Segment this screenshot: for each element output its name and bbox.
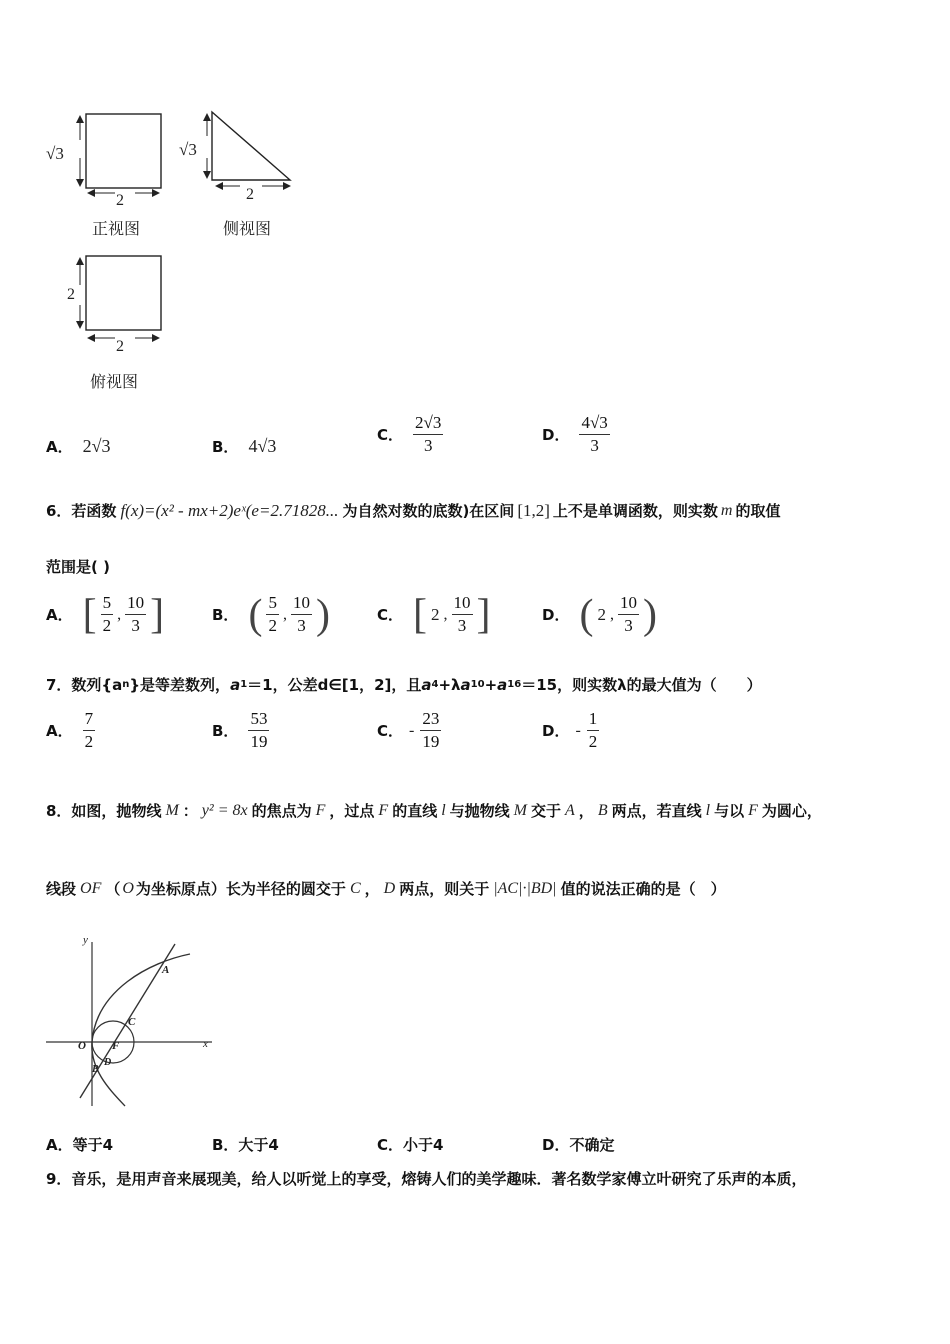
- parabola-curve: [92, 954, 190, 1106]
- fig-label-D: D: [104, 1057, 112, 1068]
- q5-option-a[interactable]: [46, 436, 111, 457]
- q7-option-a[interactable]: A． $\frac{7}{2}$: [46, 709, 94, 751]
- q5-option-c[interactable]: [377, 412, 443, 457]
- q8-stem-line1: 8．如图，抛物线 M ： y² = 8x 的焦点为 F ，过点 F 的直线 l 与抛物线 M 交于 A ， B 两点，若直线 l 与以 F 为圆心，: [46, 801, 822, 820]
- q7-option-c[interactable]: C． - $\frac{23}{19}$: [377, 709, 440, 751]
- q8-option-c[interactable]: C．小于4: [377, 1136, 444, 1154]
- q6-mid: 为自然对数的底数)在区间: [342, 502, 515, 520]
- q6-end: 的取值: [735, 502, 781, 520]
- q6-option-b[interactable]: B． ( $\frac{5}{2}$ , $\frac{10}{3}$ ): [212, 591, 330, 638]
- option-label: D．: [542, 606, 570, 624]
- front-view-square: [86, 114, 161, 188]
- fig-label-B: B: [92, 1064, 99, 1075]
- option-label: A．: [46, 606, 73, 624]
- q6-var: m: [720, 501, 733, 519]
- top-view-caption: 俯视图: [90, 372, 139, 391]
- q6-option-d[interactable]: D． ( 2 , $\frac{10}{3}$ ): [542, 591, 657, 638]
- option-label: C．: [377, 606, 404, 624]
- option-fraction: $\frac{4√3}{3}$: [581, 413, 608, 455]
- fig-label-A: A: [162, 964, 170, 976]
- option-value: 4√3: [248, 436, 277, 456]
- q6-tail: 上不是单调函数，则实数: [552, 502, 718, 520]
- front-width-label: 2: [116, 192, 124, 209]
- option-label: A．: [46, 438, 73, 456]
- top-height-label: 2: [67, 286, 75, 303]
- q8-option-b[interactable]: B．大于4: [212, 1136, 279, 1154]
- q6-stem-line2: 范围是( ): [46, 558, 110, 576]
- q8-option-d[interactable]: D．不确定: [542, 1136, 615, 1154]
- q6-option-a[interactable]: A． [ $\frac{5}{2}$ , $\frac{10}{3}$ ]: [46, 591, 165, 638]
- q5-option-b[interactable]: [212, 436, 276, 457]
- side-width-label: 2: [246, 186, 254, 203]
- fig-label-y: y: [83, 934, 88, 946]
- side-view-caption: 侧视图: [223, 219, 272, 238]
- front-view-caption: 正视图: [92, 219, 141, 238]
- option-label: A．: [46, 722, 73, 740]
- fig-label-O: O: [78, 1040, 86, 1052]
- q6-option-c[interactable]: C． [ 2 , $\frac{10}{3}$ ]: [377, 591, 491, 638]
- option-label: D．: [542, 426, 570, 444]
- q6-formula: f(x)=(x² - mx+2)eˣ(e=2.71828...: [120, 500, 339, 520]
- side-height-label: √3: [179, 140, 197, 159]
- option-label: B．: [212, 606, 239, 624]
- side-view-triangle: [212, 112, 290, 180]
- option-fraction: $\frac{2√3}{3}$: [415, 413, 442, 455]
- top-view-square: [86, 256, 161, 330]
- three-view-figure: [40, 100, 320, 400]
- q7-option-d[interactable]: D． - $\frac{1}{2}$: [542, 709, 598, 751]
- q7-stem: 7．数列{a n }是等差数列， a 1 ＝1，公差d∈[1，2]，且 a 4 +λ a 10 + a 16 ＝15，则实数λ的最大值为（ ）: [46, 675, 762, 694]
- q8-option-a[interactable]: A．等于4: [46, 1136, 114, 1154]
- option-label: B．: [212, 722, 239, 740]
- q7-option-b[interactable]: B． $\frac{53}{19}$: [212, 709, 268, 751]
- top-width-label: 2: [116, 338, 124, 355]
- q6-prefix: 6．若函数: [46, 502, 117, 520]
- q8-stem-line2: 线段 OF （ O 为坐标原点）长为半径的圆交于 C ， D 两点，则关于 |AC|·|BD| 值的说法正确的是（ ）: [46, 879, 726, 898]
- fig-label-F: F: [112, 1040, 120, 1052]
- option-label: C．: [377, 426, 404, 444]
- option-label: C．: [377, 722, 404, 740]
- front-height-label: √3: [46, 144, 64, 163]
- option-label: B．: [212, 438, 239, 456]
- q6-stem-line1: [46, 500, 780, 521]
- fig-label-C: C: [128, 1016, 136, 1028]
- q6-interval: [1,2]: [517, 500, 550, 520]
- option-label: D．: [542, 722, 570, 740]
- option-value: 2√3: [82, 436, 111, 456]
- q9-stem: 9．音乐，是用声音来展现美，给人以听觉上的享受，熔铸人们的美学趣味．著名数学家傅立叶研究了乐声的本质，: [46, 1170, 807, 1188]
- fig-label-x: x: [203, 1038, 208, 1050]
- parabola-figure: [40, 930, 230, 1110]
- q5-option-d[interactable]: [542, 412, 610, 457]
